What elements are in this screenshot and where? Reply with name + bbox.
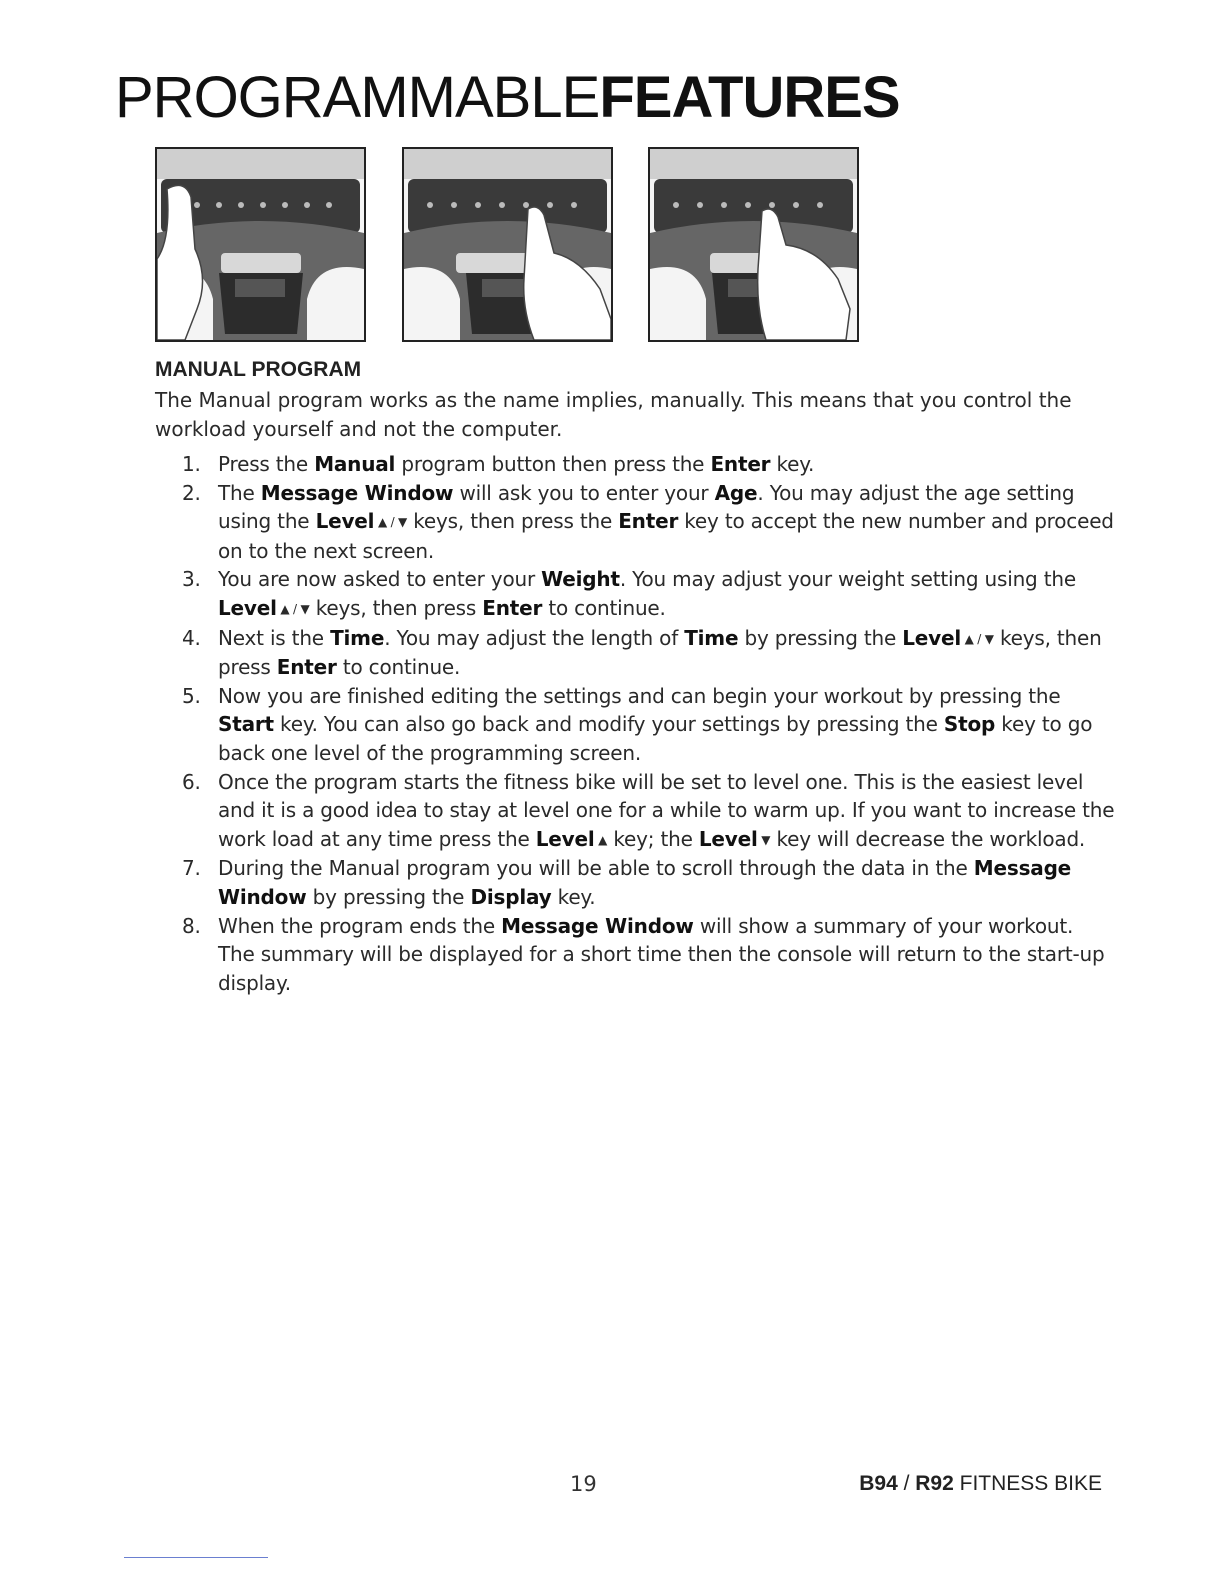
console-photo-1 bbox=[155, 147, 366, 342]
step-keyword: Stop bbox=[943, 712, 996, 737]
footer-product: FITNESS BIKE bbox=[953, 1472, 1102, 1495]
step-keyword: Enter bbox=[482, 595, 543, 620]
step-number: 5. bbox=[182, 683, 201, 708]
step-text: You are now asked to enter your bbox=[218, 567, 542, 592]
page-title bbox=[115, 66, 900, 130]
level-arrows-icon: ▲ / ▼ bbox=[276, 601, 310, 616]
step-number: 8. bbox=[182, 913, 201, 938]
section-intro: The Manual program works as the name implies, manually. This means that you control the workload yourself and not the computer. bbox=[155, 388, 1072, 441]
console-photo-2 bbox=[402, 147, 613, 342]
step-text: keys, then press the bbox=[407, 509, 619, 534]
step-text: . You may adjust your weight setting using the bbox=[619, 567, 1076, 592]
step-text: to continue. bbox=[542, 595, 666, 620]
step-text: key. bbox=[770, 452, 815, 476]
step-keyword: Manual bbox=[314, 452, 396, 476]
step-text: Press the bbox=[218, 452, 315, 476]
step-keyword: Message Window bbox=[260, 480, 454, 505]
step-text: During the Manual program you will be able to scroll through the data in the bbox=[218, 856, 974, 881]
step-item bbox=[155, 624, 1115, 682]
page-number: 19 bbox=[570, 1472, 597, 1496]
step-text: When the program ends the bbox=[218, 913, 502, 938]
step-text: keys, then press bbox=[218, 625, 1102, 680]
step-item bbox=[155, 768, 1115, 855]
step-number: 6. bbox=[182, 769, 201, 794]
step-text: . You may adjust the length of bbox=[384, 625, 685, 650]
step-item bbox=[155, 912, 1115, 998]
step-keyword: Level bbox=[902, 625, 962, 650]
footer-separator: / bbox=[897, 1472, 916, 1495]
step-number: 4. bbox=[182, 625, 201, 650]
step-text: keys, then press bbox=[309, 595, 483, 620]
step-text: by pressing the bbox=[738, 625, 903, 650]
step-number: 2. bbox=[182, 480, 201, 505]
step-keyword: Enter bbox=[618, 509, 679, 534]
step-item bbox=[155, 682, 1115, 768]
footer-model-b: R92 bbox=[915, 1472, 954, 1495]
step-text: program button then press the bbox=[395, 452, 711, 476]
step-text: . You may adjust the age setting using the bbox=[218, 480, 1075, 534]
level-arrows-icon: ▲ bbox=[594, 832, 608, 847]
step-keyword: Level bbox=[698, 826, 758, 851]
step-text: will show a summary of your workout. The summary will be displayed for a short time then the console will return to the start-up display. bbox=[218, 913, 1105, 995]
step-keyword: Display bbox=[470, 884, 552, 909]
footer-model-a: B94 bbox=[859, 1472, 898, 1495]
step-item bbox=[155, 450, 1115, 479]
step-keyword: Level bbox=[535, 826, 595, 851]
step-keyword: Enter bbox=[710, 452, 771, 476]
step-text: key. You can also go back and modify your settings by pressing the bbox=[273, 712, 944, 737]
step-text: by pressing the bbox=[306, 884, 471, 909]
step-item bbox=[155, 854, 1115, 911]
step-text: key will decrease the workload. bbox=[770, 826, 1086, 851]
page-title-light: PROGRAMMABLE bbox=[115, 65, 600, 130]
step-text: Next is the bbox=[218, 625, 331, 650]
step-text: key. bbox=[551, 884, 596, 909]
step-keyword: Enter bbox=[276, 655, 337, 680]
step-keyword: Message Window bbox=[218, 856, 1072, 909]
step-keyword: Level bbox=[315, 509, 375, 534]
step-text: key to accept the new number and proceed on to the next screen. bbox=[218, 509, 1114, 563]
step-keyword: Message Window bbox=[501, 913, 694, 938]
step-keyword: Age bbox=[714, 480, 758, 505]
step-number: 1. bbox=[182, 452, 201, 476]
footer-rule bbox=[124, 1557, 268, 1558]
console-hand-press-right-icon bbox=[650, 149, 857, 340]
step-keyword: Time bbox=[330, 625, 385, 650]
step-keyword: Weight bbox=[541, 567, 620, 592]
step-number: 3. bbox=[182, 567, 201, 592]
step-text: to continue. bbox=[336, 655, 461, 680]
console-hand-press-middle-icon bbox=[404, 149, 611, 340]
step-text: key; the bbox=[607, 826, 699, 851]
step-number: 7. bbox=[182, 856, 201, 881]
level-arrows-icon: ▲ / ▼ bbox=[374, 515, 408, 530]
page-title-bold: FEATURES bbox=[599, 65, 900, 130]
level-arrows-icon: ▼ bbox=[757, 832, 771, 847]
footer-product-title bbox=[859, 1472, 1102, 1496]
section-heading: MANUAL PROGRAM bbox=[155, 358, 362, 381]
console-hand-press-left-icon bbox=[157, 149, 364, 340]
level-arrows-icon: ▲ / ▼ bbox=[961, 631, 994, 646]
console-photo-3 bbox=[648, 147, 859, 342]
step-text: Once the program starts the fitness bike will be set to level one. This is the easiest level and it is a good idea to stay at level one for a while to warm up. If you want to increase the work load at any time press the bbox=[218, 769, 1115, 851]
step-keyword: Time bbox=[684, 625, 739, 650]
step-text: The bbox=[218, 480, 261, 505]
steps-list bbox=[155, 450, 1115, 997]
step-keyword: Start bbox=[218, 712, 274, 737]
step-text: Now you are finished editing the settings and can begin your workout by pressing the bbox=[218, 683, 1061, 708]
step-text: will ask you to enter your bbox=[453, 480, 715, 505]
step-item bbox=[155, 479, 1115, 566]
step-keyword: Level bbox=[218, 595, 277, 620]
manual-program-section bbox=[155, 356, 1115, 997]
step-text: key to go back one level of the programming screen. bbox=[218, 712, 1093, 765]
step-item bbox=[155, 565, 1115, 623]
